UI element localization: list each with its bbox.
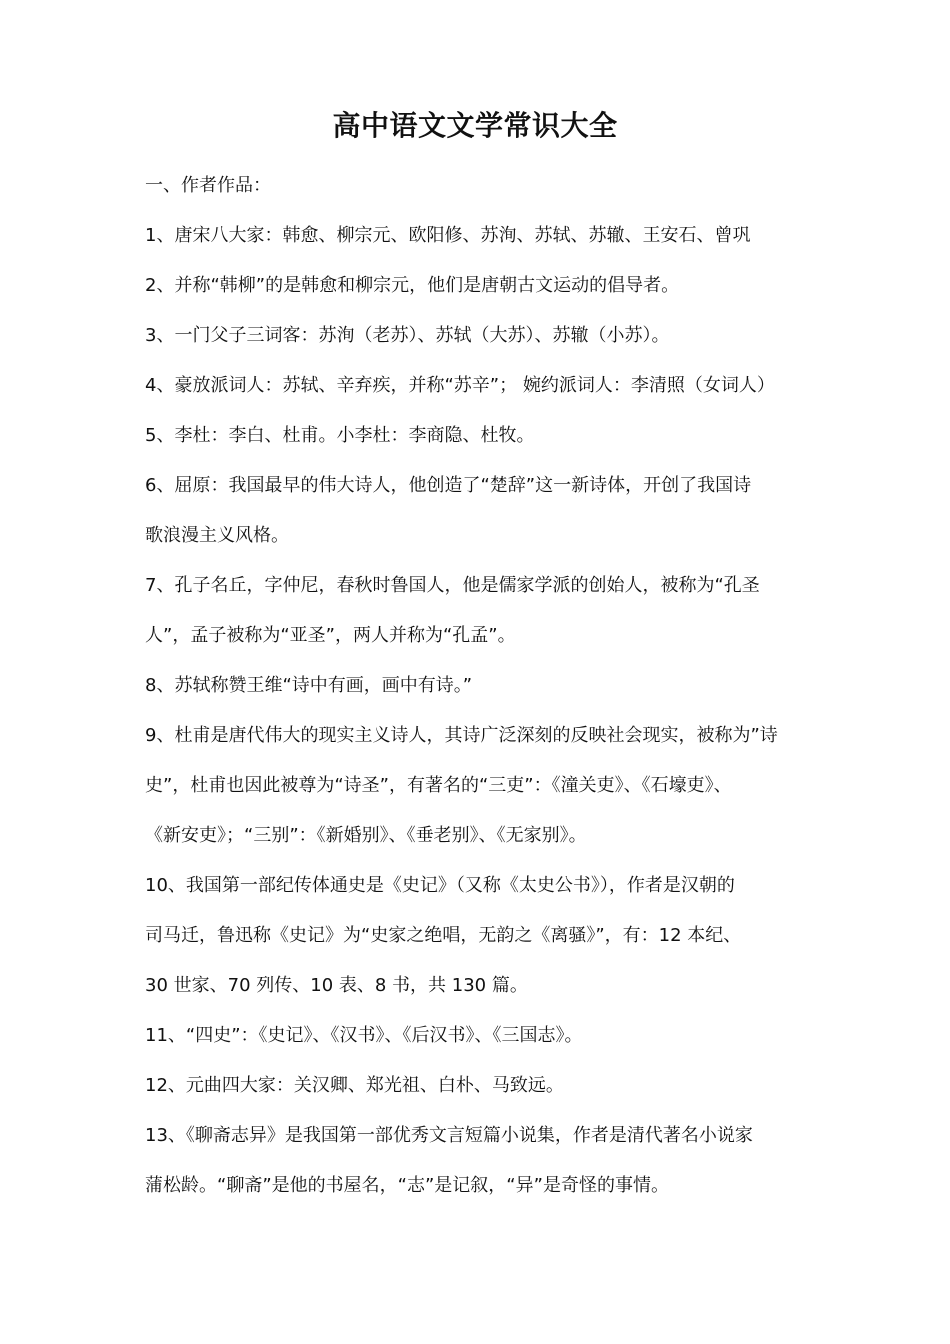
text-line: 8、苏轼称赞王维“诗中有画，画中有诗。” [145, 675, 473, 696]
text-line: 5、李杜：李白、杜甫。小李杜：李商隐、杜牧。 [145, 425, 535, 446]
text-line: 3、一门父子三词客：苏洵（老苏）、苏轼（大苏）、苏辙（小苏）。 [145, 325, 670, 346]
text-line: 人”，孟子被称为“亚圣”，两人并称为“孔孟”。 [145, 625, 516, 646]
text-line: 史”，杜甫也因此被尊为“诗圣”，有著名的“三吏”：《潼关吏》、《石壕吏》、 [145, 775, 732, 796]
text-line: 2、并称“韩柳”的是韩愈和柳宗元，他们是唐朝古文运动的倡导者。 [145, 275, 680, 296]
text-line: 4、豪放派词人：苏轼、辛弃疾，并称“苏辛”； 婉约派词人：李清照（女词人） [145, 375, 775, 396]
text-line: 歌浪漫主义风格。 [145, 525, 289, 546]
text-line: 11、“四史”：《史记》、《汉书》、《后汉书》、《三国志》。 [145, 1025, 583, 1046]
text-line: 13、《聊斋志异》是我国第一部优秀文言短篇小说集，作者是清代著名小说家 [145, 1125, 753, 1146]
text-line: 1、唐宋八大家：韩愈、柳宗元、欧阳修、苏洵、苏轼、苏辙、王安石、曾巩 [145, 225, 751, 246]
text-line: 《新安吏》；“三别”：《新婚别》、《垂老别》、《无家别》。 [145, 825, 587, 846]
section-heading: 一、作者作品： [145, 175, 271, 196]
text-line: 7、孔子名丘，字仲尼，春秋时鲁国人，他是儒家学派的创始人，被称为“孔圣 [145, 575, 760, 596]
text-line: 10、我国第一部纪传体通史是《史记》（又称《太史公书》），作者是汉朝的 [145, 875, 735, 896]
text-line: 12、元曲四大家：关汉卿、郑光祖、白朴、马致远。 [145, 1075, 564, 1096]
text-line: 9、杜甫是唐代伟大的现实主义诗人，其诗广泛深刻的反映社会现实，被称为”诗 [145, 725, 778, 746]
page-title: 高中语文文学常识大全 [332, 109, 618, 142]
text-line: 司马迁，鲁迅称《史记》为“史家之绝唱，无韵之《离骚》”，有：12 本纪、 [145, 925, 742, 946]
text-line: 蒲松龄。“聊斋”是他的书屋名，“志”是记叙，“异”是奇怪的事情。 [145, 1175, 669, 1196]
text-line: 30 世家、70 列传、10 表、8 书，共 130 篇。 [145, 975, 528, 996]
document-body [145, 161, 825, 1211]
text-line: 6、屈原：我国最早的伟大诗人，他创造了“楚辞”这一新诗体，开创了我国诗 [145, 475, 752, 496]
